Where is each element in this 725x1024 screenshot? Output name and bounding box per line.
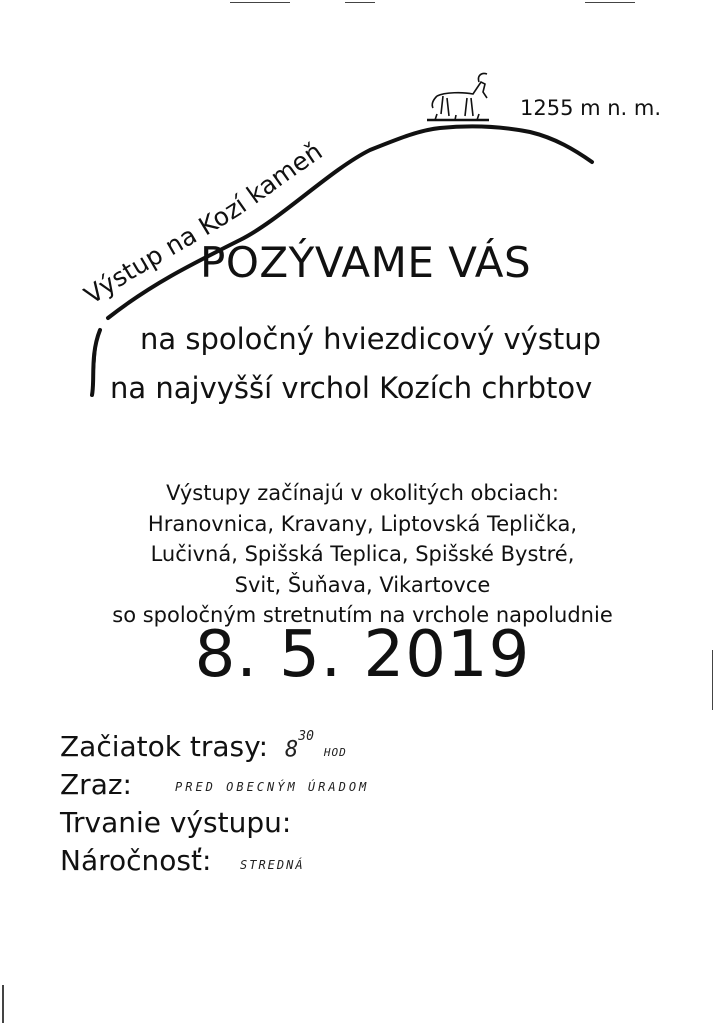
difficulty-label: Náročnosť:: [60, 844, 212, 877]
start-row: [60, 728, 680, 766]
duration-label: Trvanie výstupu:: [60, 806, 292, 839]
altitude-label: 1255 m n. m.: [520, 96, 662, 120]
routes-line: Výstupy začínajú v okolitých obciach:: [166, 481, 559, 505]
routes-text: [40, 478, 685, 631]
subline-1: na spoločný hviezdicový výstup: [140, 322, 602, 356]
scan-artifact: [345, 2, 375, 3]
routes-line: Svit, Šuňava, Vikartovce: [234, 572, 491, 597]
meeting-value: PRED OBECNÝM ÚRADOM: [175, 780, 370, 794]
event-date: 8. 5. 2019: [194, 618, 531, 692]
routes-line: so spoločným stretnutím na vrchole napoludnie: [112, 603, 613, 627]
scan-artifact: [2, 985, 4, 1023]
duration-row: [60, 804, 680, 842]
start-label: Začiatok trasy:: [60, 730, 269, 763]
difficulty-value: STREDNÁ: [240, 858, 305, 872]
routes-line: Lučivná, Spišská Teplica, Spišské Bystré,: [150, 542, 575, 566]
meeting-row: [60, 766, 680, 804]
details-section: [60, 728, 680, 880]
routes-line: Hranovnica, Kravany, Liptovská Teplička,: [147, 511, 578, 536]
goat-icon: [427, 73, 489, 120]
scan-artifact: [712, 650, 713, 710]
difficulty-row: [60, 842, 680, 880]
subline-2: na najvyšší vrchol Kozích chrbtov: [110, 371, 593, 405]
headline: POZÝVAME VÁS: [200, 238, 532, 287]
scan-artifact: [230, 2, 290, 3]
meeting-label: Zraz:: [60, 768, 132, 801]
curved-title: Výstup na Kozí kameň: [78, 136, 328, 310]
scan-artifact: [585, 2, 635, 3]
start-value: $8^{30}HOD$: [285, 729, 347, 763]
